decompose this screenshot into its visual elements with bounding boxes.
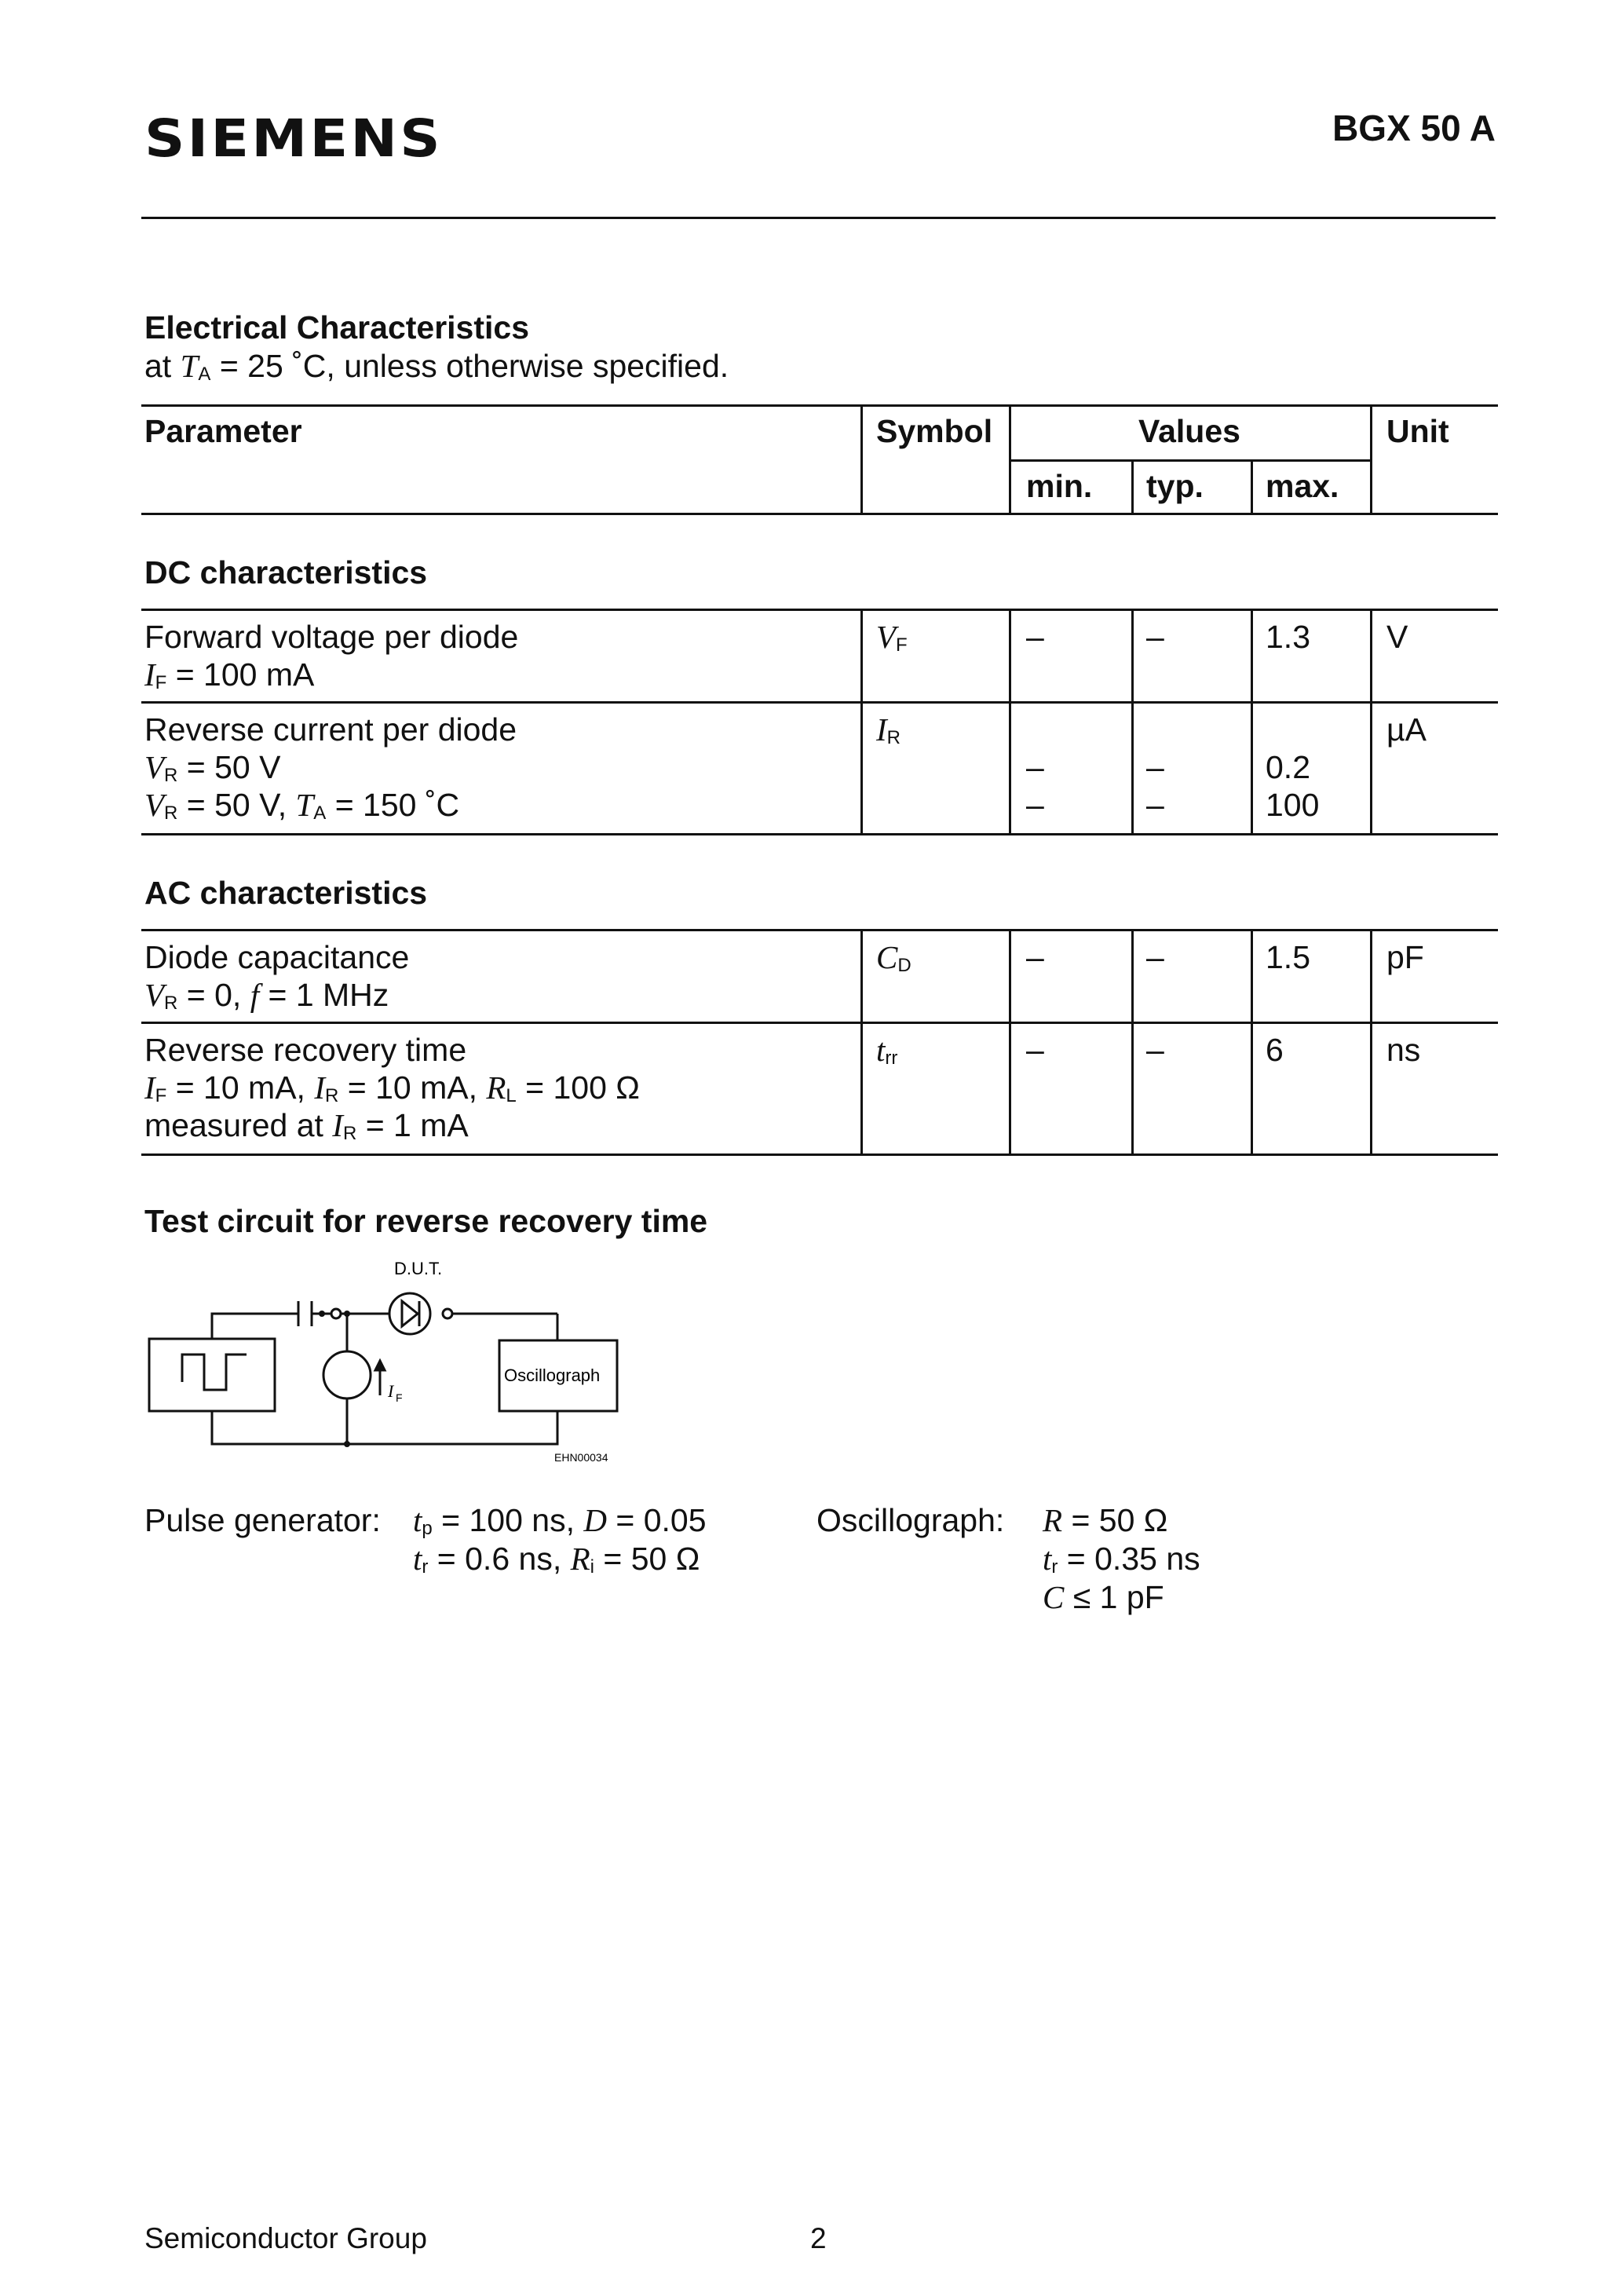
brand-logo: SIEMENS	[144, 108, 443, 169]
header-parameter: Parameter	[144, 413, 302, 449]
dc-characteristics-title: DC characteristics	[144, 554, 428, 590]
row-reverse-recovery-max: 6	[1266, 1032, 1284, 1068]
row-reverse-current-param: Reverse current per diode	[144, 711, 517, 748]
row-diode-capacitance-max: 1.5	[1266, 939, 1310, 975]
row-reverse-current-unit: µA	[1386, 711, 1427, 748]
row-reverse-recovery-cond1: $I_F = 10$ mA, $I_R = 10$ mA, $R_L = 100$ Ω	[144, 1069, 640, 1106]
part-number: BGX 50 A	[1332, 108, 1496, 148]
row-forward-voltage-typ: –	[1146, 619, 1164, 655]
pulse-generator-line2: $t_r = 0.6$ ns, $R_i = 50$ Ω	[413, 1541, 700, 1578]
row-reverse-current-max2: 100	[1266, 787, 1320, 823]
header-typ: typ.	[1146, 468, 1204, 504]
footer-page-number: 2	[810, 2222, 827, 2254]
ac-characteristics-title: AC characteristics	[144, 875, 428, 911]
oscillograph-line2: $t_r = 0.35$ ns	[1043, 1541, 1200, 1578]
section-title: Electrical Characteristics	[144, 309, 529, 345]
diode-dut-icon	[389, 1293, 430, 1334]
row-forward-voltage-min: –	[1026, 619, 1044, 655]
row-forward-voltage-param: Forward voltage per diode	[144, 619, 519, 655]
oscillograph-line1: R = 50 Ω	[1043, 1502, 1168, 1538]
dut-label: D.U.T.	[394, 1259, 443, 1278]
row-reverse-recovery-unit: ns	[1386, 1032, 1421, 1068]
row-diode-capacitance-param: Diode capacitance	[144, 939, 410, 975]
row-diode-capacitance-unit: pF	[1386, 939, 1424, 975]
footer-group: Semiconductor Group	[144, 2222, 427, 2254]
pulse-generator-label: Pulse generator:	[144, 1502, 381, 1538]
row-reverse-recovery-param: Reverse recovery time	[144, 1032, 467, 1068]
header-min: min.	[1026, 468, 1093, 504]
row-reverse-recovery-min: –	[1026, 1032, 1044, 1068]
row-diode-capacitance-symbol: $C_D$	[876, 939, 911, 976]
header-symbol: Symbol	[876, 413, 993, 449]
row-reverse-current-cond1: $V_R = 50$ V	[144, 749, 281, 786]
header-unit: Unit	[1386, 413, 1449, 449]
row-diode-capacitance-min: –	[1026, 939, 1044, 975]
row-reverse-current-symbol: $I_R$	[876, 711, 901, 748]
row-reverse-current-min2: –	[1026, 787, 1044, 823]
header-max: max.	[1266, 468, 1339, 504]
row-forward-voltage-symbol: $V_F$	[876, 619, 908, 656]
row-reverse-recovery-cond2: measured at $I_R = 1$ mA	[144, 1107, 469, 1144]
row-diode-capacitance-cond: $V_R = 0$, f = 1 MHz	[144, 977, 389, 1014]
row-diode-capacitance-typ: –	[1146, 939, 1164, 975]
oscillograph-spec-label: Oscillograph:	[816, 1502, 1005, 1538]
row-reverse-recovery-typ: –	[1146, 1032, 1164, 1068]
pulse-generator-box	[149, 1339, 275, 1411]
row-reverse-current-typ2: –	[1146, 787, 1164, 823]
current-label-sub: F	[396, 1391, 403, 1404]
current-source-icon	[323, 1351, 371, 1398]
current-label: I	[388, 1381, 394, 1401]
section-conditions: at $T_A = 25$ ˚C, unless otherwise specified.	[144, 348, 729, 385]
row-forward-voltage-max: 1.3	[1266, 619, 1310, 655]
row-forward-voltage-unit: V	[1386, 619, 1408, 655]
row-forward-voltage-cond: $I_F = 100$ mA	[144, 656, 315, 693]
test-circuit-title: Test circuit for reverse recovery time	[144, 1203, 708, 1239]
row-reverse-current-min1: –	[1026, 749, 1044, 785]
row-reverse-current-cond2: $V_R = 50$ V, $T_A = 150$ ˚C	[144, 787, 460, 824]
pulse-generator-line1: $t_p = 100$ ns, D = 0.05	[413, 1502, 707, 1539]
oscillograph-line3: C ≤ 1 pF	[1043, 1579, 1164, 1615]
figure-code: EHN00034	[554, 1451, 608, 1464]
oscillograph-label: Oscillograph	[504, 1366, 601, 1385]
header-rule	[141, 217, 1496, 219]
row-reverse-current-max1: 0.2	[1266, 749, 1310, 785]
row-reverse-current-typ1: –	[1146, 749, 1164, 785]
test-circuit-diagram	[141, 1252, 636, 1464]
row-reverse-recovery-symbol: $t_{rr}$	[876, 1032, 898, 1069]
pulse-symbol-icon	[182, 1355, 247, 1390]
header-values: Values	[1138, 413, 1240, 449]
